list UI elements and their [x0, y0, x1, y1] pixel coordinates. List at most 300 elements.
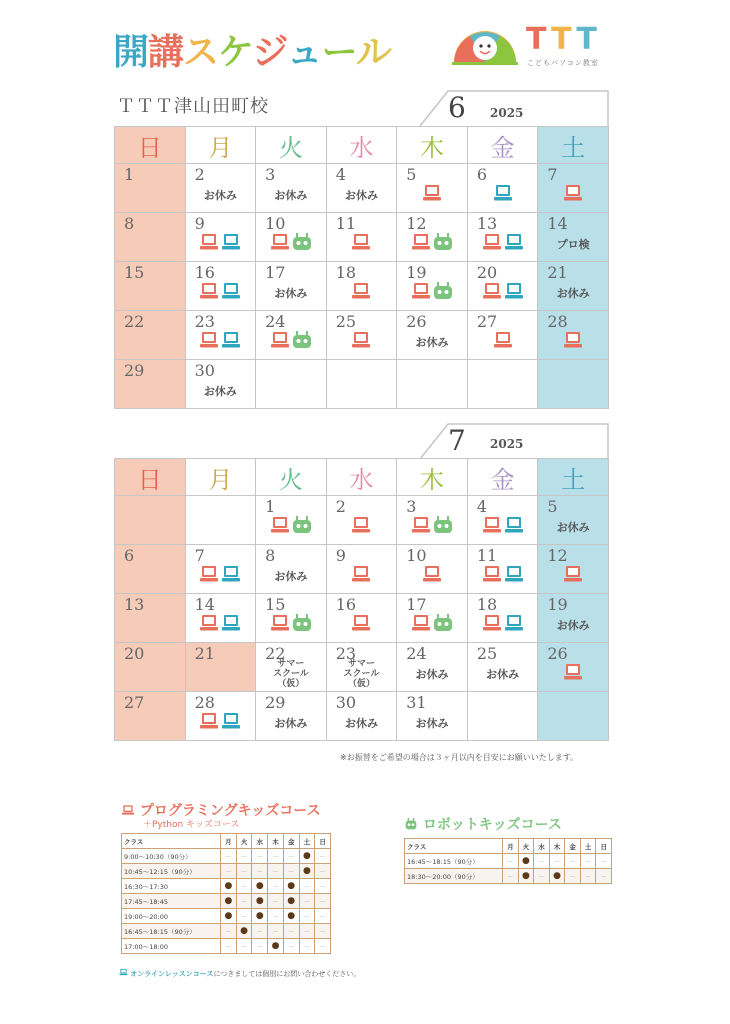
table-cell: ● — [252, 894, 268, 909]
day-number: 21 — [547, 263, 568, 282]
laptop-icon — [199, 331, 219, 349]
day-number: 22 — [265, 644, 286, 663]
day-note-line: サマー — [347, 659, 375, 669]
lesson-icons — [538, 184, 608, 202]
table-cell: ● — [518, 854, 534, 869]
day-number: 9 — [335, 546, 346, 565]
calendar-day-cell — [185, 643, 256, 692]
laptop-icon — [482, 565, 502, 583]
lesson-icons — [397, 565, 467, 583]
title-char: ケ — [218, 32, 253, 73]
calendar-day-cell — [467, 643, 538, 692]
day-note: お休み — [344, 189, 378, 202]
table-cell: － — [534, 869, 550, 884]
laptop-icon — [221, 712, 241, 730]
table-row — [122, 939, 331, 954]
robot-icon — [433, 614, 453, 632]
calendar-day-cell — [397, 311, 468, 360]
day-number: 11 — [476, 546, 498, 565]
calendar-day-cell — [397, 643, 468, 692]
title-char: ジ — [252, 32, 287, 73]
table-row — [405, 869, 612, 884]
day-number: 28 — [194, 693, 215, 712]
robot-icon — [433, 233, 453, 251]
calendar-june — [114, 126, 609, 409]
table-cell: － — [221, 939, 237, 954]
calendar-day-cell — [326, 594, 397, 643]
table-cell: ● — [283, 879, 299, 894]
title-char: ス — [183, 32, 219, 73]
lesson-icons — [468, 614, 538, 632]
calendar-day-cell — [115, 692, 186, 741]
calendar-day-cell — [256, 262, 327, 311]
lesson-icons — [327, 331, 397, 349]
table-cell: － — [268, 894, 284, 909]
day-number: 14 — [194, 595, 215, 614]
lesson-icons — [538, 331, 608, 349]
day-number: 16 — [335, 595, 357, 614]
day-number: 22 — [124, 312, 145, 331]
laptop-icon — [270, 516, 290, 534]
calendar-july — [114, 458, 609, 741]
day-number: 3 — [406, 497, 417, 516]
lesson-icons — [186, 331, 256, 349]
day-number: 17 — [265, 263, 286, 282]
weekday-header: 火 — [256, 459, 327, 496]
table-cell: － — [268, 864, 284, 879]
laptop-icon — [504, 614, 524, 632]
table-cell: － — [315, 909, 331, 924]
calendar-day-cell — [115, 360, 186, 409]
day-number: 18 — [476, 595, 498, 614]
laptop-icon — [411, 516, 431, 534]
calendar-day-cell — [397, 594, 468, 643]
day-note: お休み — [556, 521, 590, 534]
calendar-day-cell — [397, 360, 468, 409]
lesson-icons — [256, 516, 326, 534]
table-cell: － — [580, 869, 596, 884]
calendar-day-cell — [326, 545, 397, 594]
day-number: 25 — [476, 644, 498, 663]
month-tab-july — [420, 423, 610, 459]
table-cell: － — [503, 854, 519, 869]
calendar-day-cell — [185, 545, 256, 594]
lesson-icons — [256, 614, 326, 632]
table-header: 月 — [221, 834, 237, 849]
day-number: 10 — [406, 546, 427, 565]
laptop-icon — [482, 233, 502, 251]
day-number: 2 — [335, 497, 346, 516]
lesson-icons — [327, 614, 397, 632]
laptop-icon — [199, 233, 219, 251]
table-cell: ● — [299, 864, 315, 879]
lesson-icons — [468, 516, 538, 534]
calendar-day-cell — [467, 594, 538, 643]
day-number: 12 — [547, 546, 568, 565]
day-number: 21 — [194, 644, 215, 663]
day-number: 12 — [406, 214, 427, 233]
laptop-icon — [199, 282, 219, 300]
laptop-icon — [411, 282, 431, 300]
table-cell: ● — [221, 894, 237, 909]
calendar-day-cell — [467, 360, 538, 409]
table-cell: ● — [549, 869, 565, 884]
day-number: 6 — [124, 546, 135, 565]
table-cell: － — [299, 894, 315, 909]
table-cell: 16:45～18:15（90分） — [405, 854, 503, 869]
table-cell: ● — [283, 909, 299, 924]
day-number: 30 — [194, 361, 215, 380]
lesson-icons — [538, 565, 608, 583]
calendar-day-cell — [185, 360, 256, 409]
table-cell: 18:30～20:00（90分） — [405, 869, 503, 884]
calendar-day-cell — [326, 262, 397, 311]
day-number: 29 — [124, 361, 145, 380]
table-cell: 16:45～18:15（90分） — [122, 924, 221, 939]
lesson-icons — [327, 565, 397, 583]
programming-course-subtitle: ＋Python キッズコース — [143, 820, 240, 830]
calendar-day-cell — [326, 213, 397, 262]
calendar-day-cell — [115, 594, 186, 643]
table-cell: － — [549, 854, 565, 869]
calendar-day-cell — [538, 360, 609, 409]
calendar-day-cell — [467, 692, 538, 741]
title-char: 開 — [113, 32, 149, 73]
laptop-icon — [270, 233, 290, 251]
table-cell: － — [315, 849, 331, 864]
title-char: ー — [321, 32, 356, 73]
day-number: 3 — [265, 165, 276, 184]
day-number: 29 — [265, 693, 286, 712]
calendar-day-cell — [326, 692, 397, 741]
table-header: クラス — [405, 839, 503, 854]
day-number: 14 — [547, 214, 568, 233]
day-note: プロ検 — [556, 238, 590, 251]
programming-course-title: プログラミングキッズコース — [121, 800, 321, 820]
lesson-icons — [186, 282, 256, 300]
calendar-day-cell — [185, 262, 256, 311]
table-row — [122, 894, 331, 909]
laptop-icon — [563, 565, 583, 583]
title-char: 講 — [148, 32, 184, 73]
laptop-icon — [563, 184, 583, 202]
table-row — [405, 854, 612, 869]
calendar-day-cell — [256, 692, 327, 741]
calendar-day-cell — [467, 213, 538, 262]
table-cell: ● — [299, 849, 315, 864]
table-cell: － — [221, 864, 237, 879]
table-cell: ● — [221, 909, 237, 924]
table-cell: － — [283, 939, 299, 954]
calendar-day-cell — [538, 692, 609, 741]
calendar-day-cell — [115, 496, 186, 545]
day-note-line: スクール — [272, 669, 309, 679]
day-number: 31 — [406, 693, 427, 712]
day-note: お休み — [274, 189, 308, 202]
table-header: 木 — [268, 834, 284, 849]
laptop-icon — [351, 233, 371, 251]
laptop-icon — [351, 565, 371, 583]
day-note — [256, 659, 326, 689]
table-header: 金 — [283, 834, 299, 849]
table-row — [122, 864, 331, 879]
laptop-icon — [351, 516, 371, 534]
table-cell: 16:30～17:30 — [122, 879, 221, 894]
day-note-line: スクール — [343, 669, 380, 679]
lesson-icons — [186, 565, 256, 583]
lesson-icons — [397, 233, 467, 251]
day-note: お休み — [415, 717, 449, 730]
lesson-icons — [468, 282, 538, 300]
day-number: 4 — [476, 497, 487, 516]
table-cell: － — [252, 864, 268, 879]
robot-course-title: ロボットキッズコース — [404, 814, 562, 834]
table-cell: － — [299, 879, 315, 894]
table-cell: － — [565, 869, 581, 884]
table-cell: 19:00～20:00 — [122, 909, 221, 924]
day-note: お休み — [344, 717, 378, 730]
robot-icon — [404, 818, 418, 830]
laptop-icon — [221, 565, 241, 583]
table-cell: － — [236, 849, 252, 864]
lesson-icons — [468, 565, 538, 583]
calendar-day-cell — [185, 164, 256, 213]
calendar-day-cell — [397, 213, 468, 262]
table-cell: － — [315, 879, 331, 894]
calendar-day-cell — [326, 311, 397, 360]
lesson-icons — [327, 233, 397, 251]
table-cell: 17:45～18:45 — [122, 894, 221, 909]
table-header: 日 — [596, 839, 612, 854]
calendar-day-cell — [326, 360, 397, 409]
table-header: 水 — [534, 839, 550, 854]
calendar-day-cell — [397, 496, 468, 545]
day-number: 30 — [335, 693, 357, 712]
table-header: 水 — [252, 834, 268, 849]
table-header: 火 — [236, 834, 252, 849]
lesson-icons — [186, 614, 256, 632]
day-number: 25 — [335, 312, 357, 331]
laptop-icon — [493, 184, 513, 202]
calendar-day-cell — [467, 262, 538, 311]
table-cell: － — [268, 924, 284, 939]
table-cell: － — [534, 854, 550, 869]
day-number: 26 — [547, 644, 568, 663]
laptop-icon — [563, 331, 583, 349]
table-cell: － — [252, 849, 268, 864]
day-number: 27 — [124, 693, 145, 712]
weekday-header: 日 — [115, 127, 186, 164]
table-cell: － — [252, 939, 268, 954]
laptop-icon — [563, 663, 583, 681]
lesson-icons — [538, 663, 608, 681]
robot-schedule-table — [404, 838, 612, 884]
table-header: 月 — [503, 839, 519, 854]
robot-icon — [292, 331, 312, 349]
weekday-header: 月 — [185, 459, 256, 496]
logo-subtitle: こどもパソコン教室 — [527, 59, 599, 67]
weekday-header: 金 — [467, 127, 538, 164]
robot-icon — [292, 233, 312, 251]
programming-schedule-table — [121, 833, 331, 954]
laptop-icon — [221, 282, 241, 300]
lesson-icons — [468, 233, 538, 251]
day-number: 5 — [547, 497, 558, 516]
table-cell: － — [236, 879, 252, 894]
weekday-header: 水 — [326, 459, 397, 496]
day-number: 19 — [547, 595, 568, 614]
calendar-day-cell — [397, 545, 468, 594]
day-number: 2 — [194, 165, 205, 184]
day-number: 23 — [335, 644, 357, 663]
day-number: 8 — [265, 546, 276, 565]
calendar-day-cell — [115, 164, 186, 213]
online-lesson-note: オンラインレッスンコースにつきましては個別にお問い合わせください。 — [119, 968, 360, 979]
day-note-line: （仮） — [277, 679, 305, 689]
lesson-icons — [327, 516, 397, 534]
day-number: 1 — [124, 165, 135, 184]
lesson-icons — [397, 184, 467, 202]
calendar-day-cell — [185, 692, 256, 741]
table-cell: － — [283, 864, 299, 879]
day-note-line: （仮） — [347, 679, 375, 689]
day-note: お休み — [486, 668, 520, 681]
calendar-day-cell — [326, 496, 397, 545]
calendar-day-cell — [185, 213, 256, 262]
day-note: お休み — [556, 287, 590, 300]
lesson-icons — [468, 331, 538, 349]
laptop-icon — [411, 614, 431, 632]
school-name: ＴＴＴ津山田町校 — [117, 96, 269, 117]
day-number: 20 — [476, 263, 498, 282]
day-number: 23 — [194, 312, 215, 331]
table-cell: ● — [518, 869, 534, 884]
month-number: 7 — [448, 424, 466, 457]
day-number: 17 — [406, 595, 427, 614]
laptop-icon — [504, 233, 524, 251]
day-note: お休み — [415, 668, 449, 681]
calendar-day-cell — [538, 311, 609, 360]
table-cell: － — [221, 849, 237, 864]
laptop-icon — [482, 516, 502, 534]
lesson-icons — [397, 614, 467, 632]
laptop-icon — [121, 804, 135, 816]
table-cell: － — [299, 924, 315, 939]
lesson-icons — [256, 331, 326, 349]
table-cell: 9:00～10:30（90分） — [122, 849, 221, 864]
table-row — [122, 879, 331, 894]
laptop-icon — [221, 331, 241, 349]
weekday-header: 金 — [467, 459, 538, 496]
calendar-day-cell — [397, 164, 468, 213]
calendar-day-cell — [256, 594, 327, 643]
table-cell: 10:45～12:15（90分） — [122, 864, 221, 879]
day-number: 24 — [406, 644, 427, 663]
day-number: 16 — [194, 263, 215, 282]
table-cell: － — [596, 854, 612, 869]
table-cell: － — [236, 939, 252, 954]
title-char: ュ — [286, 32, 322, 73]
day-note: お休み — [415, 336, 449, 349]
calendar-day-cell — [397, 692, 468, 741]
day-number: 11 — [335, 214, 357, 233]
table-cell: － — [268, 879, 284, 894]
calendar-day-cell — [256, 496, 327, 545]
table-header: クラス — [122, 834, 221, 849]
calendar-day-cell — [256, 311, 327, 360]
day-number: 24 — [265, 312, 286, 331]
calendar-day-cell — [256, 643, 327, 692]
calendar-day-cell — [256, 164, 327, 213]
table-cell: － — [315, 894, 331, 909]
laptop-icon — [422, 184, 442, 202]
calendar-day-cell — [185, 311, 256, 360]
lesson-icons — [468, 184, 538, 202]
laptop-icon — [119, 968, 128, 976]
table-cell: ● — [283, 894, 299, 909]
laptop-icon — [411, 233, 431, 251]
table-cell: － — [299, 909, 315, 924]
table-cell: － — [503, 869, 519, 884]
day-number: 5 — [406, 165, 417, 184]
footnote: ※お振替をご希望の場合は３ヶ月以内を目安にお願いいたします。 — [340, 753, 579, 762]
day-note: お休み — [556, 619, 590, 632]
weekday-header: 月 — [185, 127, 256, 164]
table-header: 土 — [299, 834, 315, 849]
table-cell: － — [268, 909, 284, 924]
laptop-icon — [221, 233, 241, 251]
day-number: 18 — [335, 263, 357, 282]
lesson-icons — [327, 282, 397, 300]
calendar-day-cell — [538, 594, 609, 643]
day-number: 9 — [194, 214, 205, 233]
laptop-icon — [351, 282, 371, 300]
laptop-icon — [482, 282, 502, 300]
laptop-icon — [504, 282, 524, 300]
calendar-day-cell — [538, 496, 609, 545]
weekday-header: 水 — [326, 127, 397, 164]
laptop-icon — [221, 614, 241, 632]
calendar-day-cell — [467, 311, 538, 360]
laptop-icon — [270, 331, 290, 349]
table-cell: 17:00～18:00 — [122, 939, 221, 954]
table-cell: ● — [236, 924, 252, 939]
lesson-icons — [397, 516, 467, 534]
robot-icon — [433, 282, 453, 300]
day-number: 13 — [476, 214, 498, 233]
day-number: 6 — [476, 165, 487, 184]
day-note: お休み — [203, 385, 237, 398]
day-number: 10 — [265, 214, 286, 233]
table-cell: － — [596, 869, 612, 884]
table-cell: － — [236, 894, 252, 909]
month-year: 2025 — [490, 437, 524, 451]
month-number: 6 — [448, 91, 466, 124]
table-cell: － — [315, 939, 331, 954]
day-number: 7 — [547, 165, 558, 184]
logo-mascot-icon — [450, 22, 520, 68]
calendar-day-cell — [538, 262, 609, 311]
day-note: お休み — [274, 287, 308, 300]
table-header: 土 — [580, 839, 596, 854]
laptop-icon — [493, 331, 513, 349]
calendar-day-cell — [256, 545, 327, 594]
calendar-day-cell — [467, 496, 538, 545]
weekday-header: 日 — [115, 459, 186, 496]
table-header: 火 — [518, 839, 534, 854]
table-cell: － — [236, 864, 252, 879]
table-header: 木 — [549, 839, 565, 854]
